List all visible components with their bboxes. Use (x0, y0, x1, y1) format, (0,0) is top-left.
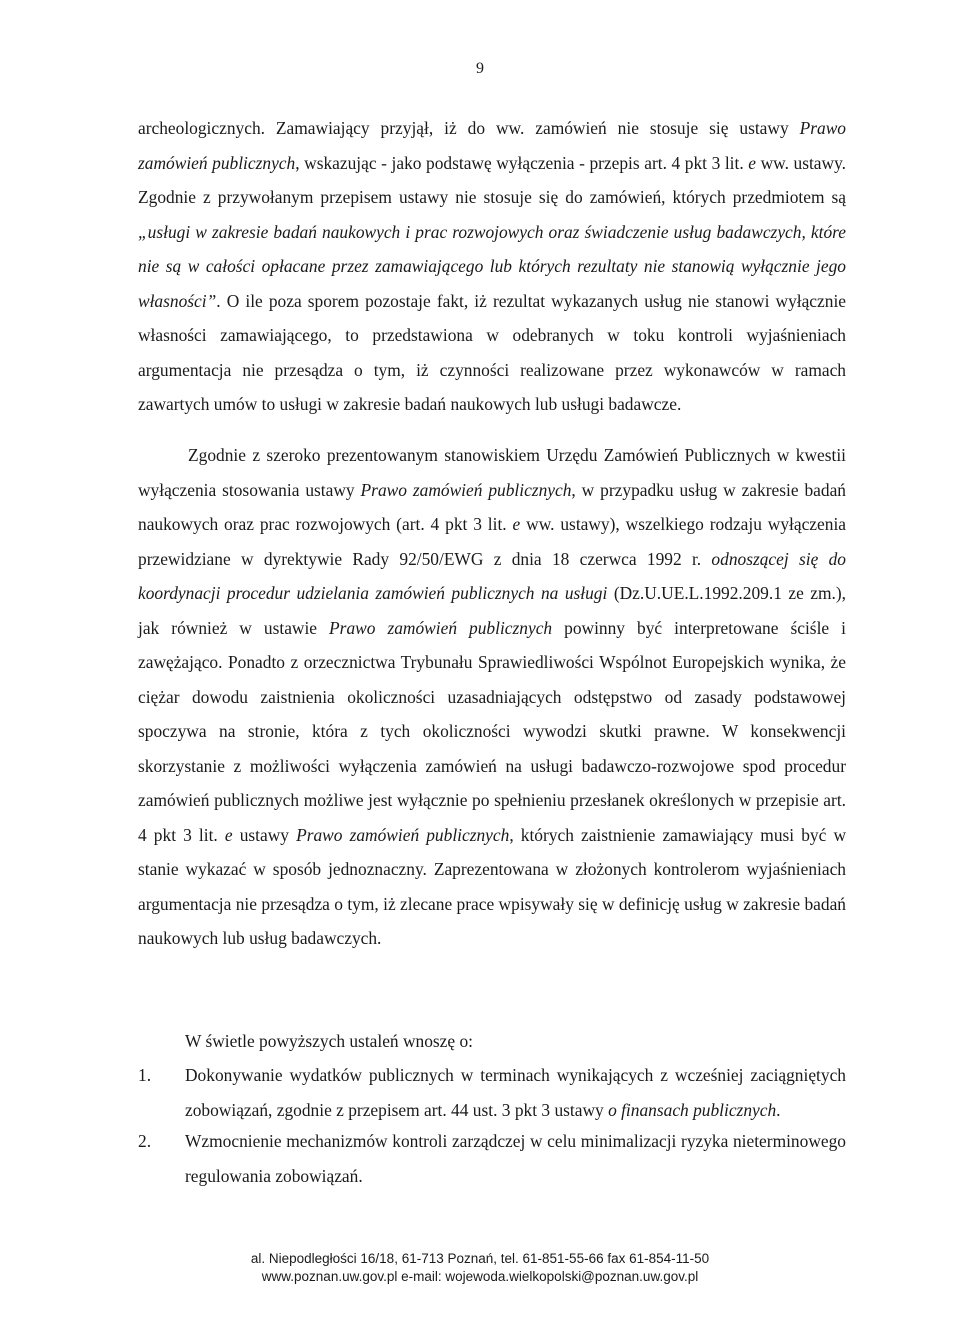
text-run: Zgodnie z szeroko prezentowanym stanowiskiem Urzędu Zamówień Publicznych w kwestii wyłączenia stosowania ustawy (138, 445, 846, 500)
text-run: (Dz.U.UE.L.1992.209.1 ze zm.), jak również w ustawie (138, 583, 847, 638)
footer-address: al. Niepodległości 16/18, 61-713 Poznań, tel. 61-851-55-66 fax 61-854-11-50 (250, 1251, 710, 1266)
conclusions-intro: W świetle powyższych ustaleń wnoszę o: (185, 1031, 473, 1051)
findings-paragraph-1 (138, 111, 846, 422)
text-run: Dokonywanie wydatków publicznych w terminach wynikających z wcześniej zaciągniętych zobowiązań, zgodnie z przepisem art. 44 ust. 3 pkt 3 ustawy (185, 1065, 846, 1120)
text-run: ustawy (232, 824, 297, 845)
letter-ref: e (512, 514, 521, 534)
letter-ref: e (748, 152, 757, 173)
page-footer (0, 1250, 960, 1286)
act-title: Prawo zamówień publicznych (329, 617, 553, 638)
footer-contact: www.poznan.uw.gov.pl e-mail: wojewoda.wielkopolski@poznan.uw.gov.pl (261, 1269, 699, 1284)
text-run: , których zaistnienie zamawiający musi być w stanie wykazać w sposób jednoznaczny. Zaprezentowana w złożonych kontrolerom wyjaśnieniach argumentacja nie przesądza o tym, iż zlecane prace wpisywały się w definicję usług w zakresie badań naukowych lub usług badawczych. (138, 824, 847, 948)
act-title: Prawo zamówień publicznych (138, 118, 846, 173)
letter-ref: e (224, 824, 233, 845)
list-number: 2. (138, 1131, 152, 1151)
list-item-text (185, 1058, 846, 1127)
quoted-provision: „usługi w zakresie badań naukowych i prac rozwojowych oraz świadczenie usług badawczych, które nie są w całości opłacane przez zamawiającego lub których rezultaty nie stanowią wyłącznie jego własności” (138, 221, 846, 311)
text-run: . (776, 1099, 781, 1120)
page-number: 9 (476, 60, 484, 77)
list-item (138, 1124, 846, 1193)
directive-title: odnoszącej się do koordynacji procedur udzielania zamówień publicznych na usługi (138, 548, 846, 603)
text-run: , wskazując - jako podstawę wyłączenia - przepis art. 4 pkt 3 lit. (295, 152, 749, 173)
text-run: archeologicznych. Zamawiający przyjął, iż do ww. zamówień nie stosuje się ustawy (138, 118, 800, 138)
list-item (138, 1058, 846, 1127)
text-run: Wzmocnienie mechanizmów kontroli zarządczej w celu minimalizacji ryzyka nieterminowego regulowania zobowiązań. (185, 1131, 846, 1186)
act-title: o finansach publicznych (608, 1099, 777, 1120)
text-run: , w przypadku usług w zakresie badań naukowych oraz prac rozwojowych (art. 4 pkt 3 lit. (138, 479, 846, 534)
text-run: powinny być interpretowane ściśle i zawężająco. Ponadto z orzecznictwa Trybunału Sprawiedliwości Wspólnot Europejskich wynika, że ciężar dowodu zaistnienia okoliczności uzasadniających odstępstwo od zasady podstawowej spoczywa na stronie, która z tych okoliczności wywodzi skutki prawne. W konsekwencji skorzystanie z możliwości wyłączenia zamówień na usługi badawczo-rozwojowe spod procedur zamówień publicznych możliwe jest wyłącznie po spełnieniu przesłanek określonych w przepisie art. 4 pkt 3 lit. (138, 617, 846, 845)
list-number: 1. (138, 1065, 152, 1085)
act-title: Prawo zamówień publicznych (296, 824, 510, 845)
findings-paragraph-2 (138, 438, 846, 956)
list-item-text (185, 1124, 846, 1193)
text-run: . O ile poza sporem pozostaje fakt, iż rezultat wykazanych usług nie stanowi wyłącznie własności zamawiającego, to przedstawiona w odebranych w toku kontroli wyjaśnieniach argumentacja nie przesądza o tym, iż czynności realizowane przez wykonawców w ramach zawartych umów to usługi w zakresie badań naukowych lub usługi badawcze. (138, 290, 846, 414)
text-run: ww. ustawy), wszelkiego rodzaju wyłączenia przewidziane w dyrektywie Rady 92/50/EWG z dnia 18 czerwca 1992 r. (138, 514, 846, 569)
act-title: Prawo zamówień publicznych (360, 479, 572, 500)
text-run: ww. ustawy. Zgodnie z przywołanym przepisem ustawy nie stosuje się do zamówień, których przedmiotem są (138, 152, 846, 207)
